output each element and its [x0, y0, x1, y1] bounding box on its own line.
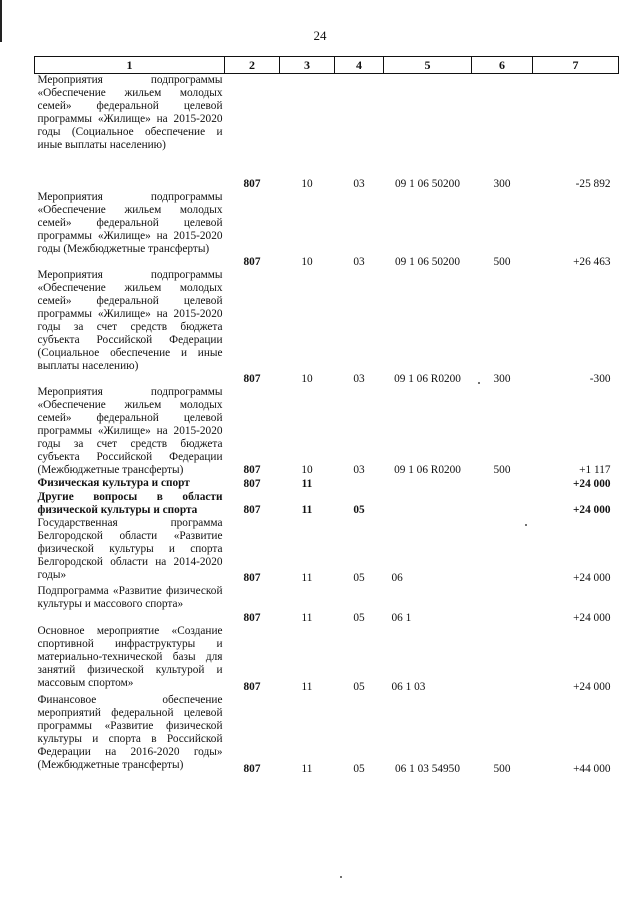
- row-ministry-code: 807: [243, 572, 261, 584]
- row-subsection: 03: [353, 256, 365, 268]
- row-description: Основное мероприятие «Создание спортивной инфраструктуры и материально-технической базы для занятий физической культурой и массовым спортом»: [37, 625, 223, 689]
- row-description: Мероприятия подпрограммы «Обеспечение жильем молодых семей» федеральной целевой программы «Жилище» на 2015-2020 годы (Социальное обеспечение и иные выплаты населению): [37, 74, 223, 151]
- row-description: Физическая культура и спорт: [37, 477, 190, 489]
- row-expense-type: [472, 517, 533, 585]
- table-row: [35, 74, 619, 192]
- row-amount: +26 463: [573, 256, 611, 268]
- page-number: 24: [313, 28, 327, 43]
- table-row: [35, 269, 619, 386]
- row-expense-type: [472, 585, 533, 625]
- header-col-1: 1: [35, 57, 225, 74]
- row-section: 10: [301, 464, 313, 476]
- header-col-5: 5: [384, 57, 472, 74]
- table-row: [35, 517, 619, 585]
- row-target-article: 06 1 03: [391, 681, 426, 693]
- table-row: [35, 191, 619, 269]
- row-expense-type: [472, 477, 533, 491]
- row-subsection: 05: [353, 612, 365, 624]
- row-section: 11: [301, 478, 313, 490]
- table-row: [35, 585, 619, 625]
- row-amount: +24 000: [573, 612, 611, 624]
- row-subsection: 03: [353, 373, 365, 385]
- row-ministry-code: 807: [243, 478, 261, 490]
- row-section: 10: [301, 178, 313, 190]
- row-subsection: 03: [353, 178, 365, 190]
- scan-speck: [340, 876, 342, 878]
- header-col-3: 3: [280, 57, 335, 74]
- table-row: [35, 386, 619, 477]
- row-section: 10: [301, 373, 313, 385]
- row-expense-type: 500: [493, 763, 511, 775]
- row-ministry-code: 807: [243, 373, 261, 385]
- row-subsection: 05: [353, 572, 365, 584]
- row-expense-type: 300: [493, 373, 511, 385]
- row-amount: -25 892: [575, 178, 611, 190]
- row-amount: +24 000: [572, 504, 611, 516]
- row-target-article: 09 1 06 50200: [395, 178, 460, 190]
- header-col-4: 4: [335, 57, 384, 74]
- row-ministry-code: 807: [243, 763, 261, 775]
- row-target-article: 06 1 03 54950: [395, 763, 460, 775]
- row-amount: +24 000: [573, 572, 611, 584]
- row-expense-type: 500: [493, 256, 511, 268]
- row-section: 11: [301, 504, 313, 516]
- table-header-row: [35, 57, 619, 74]
- row-section: 11: [301, 572, 313, 584]
- scan-speck: [478, 382, 480, 384]
- table-row: [35, 694, 619, 776]
- budget-table: [34, 56, 619, 776]
- scan-speck: [525, 524, 527, 526]
- row-description: Государственная программа Белгородской области «Развитие физической культуры и спорта Белгородской области на 2014-2020 годы»: [37, 517, 223, 581]
- row-target-article: 09 1 06 50200: [395, 256, 460, 268]
- row-ministry-code: 807: [243, 178, 261, 190]
- row-ministry-code: 807: [243, 464, 261, 476]
- row-expense-type: 300: [493, 178, 511, 190]
- row-expense-type: [472, 625, 533, 694]
- row-target-article: 06 1: [391, 612, 412, 624]
- row-description: Подпрограмма «Развитие физической культуры и массового спорта»: [37, 585, 223, 610]
- row-amount: -300: [589, 373, 611, 385]
- row-description: Мероприятия подпрограммы «Обеспечение жильем молодых семей» федеральной целевой программы «Жилище» на 2015-2020 годы за счет средств бюджета субъекта Российской Федерации (Межбюджетные трансферты): [37, 386, 223, 476]
- row-section: 10: [301, 256, 313, 268]
- row-target-article: [384, 477, 472, 491]
- row-section: 11: [301, 763, 313, 775]
- row-expense-type: [472, 491, 533, 517]
- row-subsection: 05: [353, 504, 365, 516]
- row-amount: +24 000: [572, 478, 611, 490]
- row-ministry-code: 807: [243, 612, 261, 624]
- header-col-2: 2: [225, 57, 280, 74]
- row-target-article: 09 1 06 R0200: [394, 464, 461, 476]
- row-description: Другие вопросы в области физической культуры и спорта: [37, 491, 223, 516]
- row-expense-type: 500: [493, 464, 511, 476]
- row-target-article: 09 1 06 R0200: [394, 373, 461, 385]
- row-description: Мероприятия подпрограммы «Обеспечение жильем молодых семей» федеральной целевой программы «Жилище» на 2015-2020 годы (Межбюджетные трансферты): [37, 191, 223, 255]
- header-col-7: 7: [533, 57, 619, 74]
- row-description: Финансовое обеспечение мероприятий федеральной целевой программы «Развитие физической культуры и спорта в Российской Федерации на 2016-2020 годы» (Межбюджетные трансферты): [37, 694, 223, 771]
- row-subsection: 03: [353, 464, 365, 476]
- row-section: 11: [301, 612, 313, 624]
- row-amount: +1 117: [579, 464, 611, 476]
- row-target-article: [384, 491, 472, 517]
- row-subsection: [335, 477, 384, 491]
- row-ministry-code: 807: [243, 681, 261, 693]
- row-subsection: 05: [353, 763, 365, 775]
- table-row: [35, 491, 619, 517]
- row-amount: +24 000: [573, 681, 611, 693]
- row-amount: +44 000: [573, 763, 611, 775]
- table-row: [35, 625, 619, 694]
- row-description: Мероприятия подпрограммы «Обеспечение жильем молодых семей» федеральной целевой программы «Жилище» на 2015-2020 годы за счет средств бюджета субъекта Российской Федерации (Социальное обеспечение и иные выплаты населению): [37, 269, 223, 372]
- row-section: 11: [301, 681, 313, 693]
- header-col-6: 6: [472, 57, 533, 74]
- row-ministry-code: 807: [243, 504, 261, 516]
- row-ministry-code: 807: [243, 256, 261, 268]
- row-subsection: 05: [353, 681, 365, 693]
- table-row: [35, 477, 619, 491]
- row-target-article: 06: [391, 572, 403, 584]
